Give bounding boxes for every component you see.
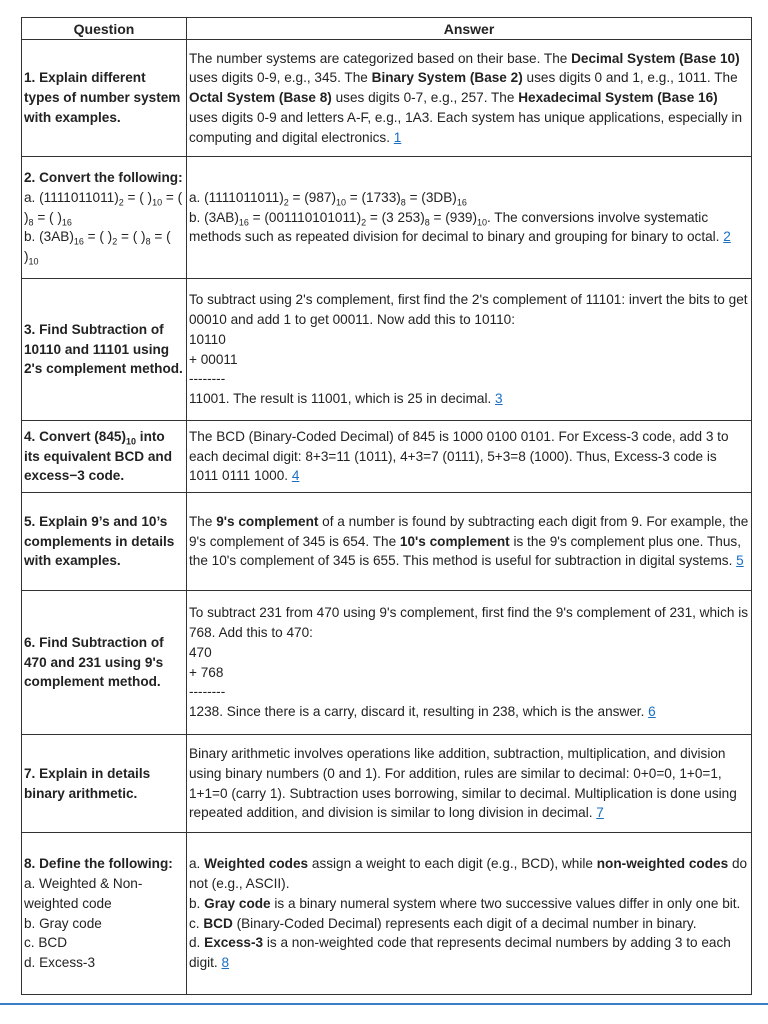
answer-cell <box>187 735 752 833</box>
answer-line: To subtract 231 from 470 using 9's complement, first find the 9's complement of 231, which is 768. Add this to 470: <box>189 605 749 641</box>
answer-line: c. BCD (Binary-Coded Decimal) represents each digit of a decimal number in binary. <box>189 915 697 931</box>
table-row <box>22 40 752 157</box>
answer-line: b. Gray code is a binary numeral system where two successive values differ in only one bit. <box>189 895 741 911</box>
answer-line: -------- <box>189 684 226 700</box>
answer-bold: Hexadecimal System (Base 16) <box>518 90 718 106</box>
table-row <box>22 735 752 833</box>
question-cell <box>22 833 187 995</box>
answer-text: uses digits 0-9 and letters A-F, e.g., 1A3. Each system has unique applications, especially in computing and digital electronics. <box>189 109 743 145</box>
qa-table <box>21 17 752 995</box>
question-cell <box>22 735 187 833</box>
answer-bold: 10's complement <box>399 533 510 549</box>
answer-line: 10110 <box>189 331 226 347</box>
answer-text: The BCD (Binary-Coded Decimal) of 845 is 1000 0100 0101. For Excess-3 code, add 3 to each decimal digit: 8+3=11 (1011), 4+3=7 (0111), 5+3=8 (1000). Thus, Excess-3 code is 1011 0111 1000. <box>189 428 729 484</box>
question-cell <box>22 493 187 591</box>
header-row <box>22 18 752 40</box>
table-row <box>22 833 752 995</box>
table-row <box>22 591 752 735</box>
reference-link[interactable]: 7 <box>596 805 604 821</box>
reference-link[interactable]: 8 <box>221 954 230 970</box>
question-text: 6. Find Subtraction of 470 and 231 using 9's complement method. <box>24 634 164 690</box>
answer-line: To subtract using 2's complement, first find the 2's complement of 11101: invert the bits to get 00010 and add 1 to get 00011. Now add this to 10110: <box>189 292 748 328</box>
question-item: b. Gray code <box>24 915 102 931</box>
answer-cell <box>187 40 752 157</box>
answer-line: + 00011 <box>189 351 238 367</box>
answer-line: -------- <box>189 371 226 387</box>
answer-cell <box>187 421 752 493</box>
answer-bold: Binary System (Base 2) <box>371 70 523 86</box>
question-item: a. Weighted & Non-weighted code <box>24 876 143 911</box>
question-cell <box>22 40 187 157</box>
answer-header: Answer <box>187 18 752 40</box>
table-row <box>22 421 752 493</box>
answer-text: uses digits 0-9, e.g., 345. The <box>189 70 372 86</box>
reference-link[interactable]: 5 <box>736 553 744 569</box>
answer-line: d. Excess-3 is a non-weighted code that represents decimal numbers by adding 3 to each digit. <box>189 935 731 970</box>
answer-text: of a number is found by subtracting each digit from 9. For example, the 9's complement of 345 is 654. The <box>189 513 749 549</box>
table-row <box>22 157 752 279</box>
question-text: 4. Convert $(845)_{10}$ into its equivalent BCD and excess−3 code. <box>24 428 173 484</box>
question-item: c. BCD <box>24 935 68 951</box>
answer-line: a. $(1111011011)_2 = (987)_{10} = (1733)_8 = (3DB)_{16}$ <box>189 189 467 208</box>
bottom-rule <box>0 1003 768 1005</box>
reference-link[interactable]: 3 <box>495 390 503 406</box>
answer-text: uses digits 0-7, e.g., 257. The <box>331 90 519 106</box>
answer-cell <box>187 493 752 591</box>
answer-text: Binary arithmetic involves operations like addition, subtraction, multiplication, and division using binary numbers (0 and 1). For addition, rules are similar to decimal: 0+0=0, 1+0=1, 1+1=0 (carry 1). Subtraction uses borrowing, similar to decimal. Multiplication is done using repeated addition, and division is similar to long division in decimal. <box>189 746 737 821</box>
table-row <box>22 279 752 421</box>
reference-link[interactable]: 6 <box>648 703 656 719</box>
answer-cell <box>187 833 752 995</box>
question-text: 8. Define the following: <box>24 856 173 872</box>
question-cell <box>22 279 187 421</box>
answer-text: uses digits 0 and 1, e.g., 1011. The <box>522 70 738 86</box>
answer-line: 1238. Since there is a carry, discard it, resulting in 238, which is the answer. <box>189 703 649 719</box>
answer-text: The number systems are categorized based on their base. The <box>189 50 572 66</box>
answer-line: b. $(3AB)_{16} = (001110101011)_2 = (3$ $253)_8 = (939)_{10}$. The conversions involve systematic methods such as repeated division for decimal to binary and grouping for binary to octal. <box>189 209 724 245</box>
reference-link[interactable]: 2 <box>723 229 731 245</box>
answer-cell <box>187 279 752 421</box>
question-item: d. Excess-3 <box>24 954 96 970</box>
answer-line: 470 <box>189 644 212 660</box>
answer-bold: 9's complement <box>216 513 319 529</box>
reference-link[interactable]: 1 <box>393 129 402 145</box>
question-cell <box>22 591 187 735</box>
reference-link[interactable]: 4 <box>291 468 300 484</box>
table-row <box>22 493 752 591</box>
question-text: 5. Explain 9’s and 10’s complements in details with examples. <box>24 513 175 569</box>
answer-line: a. Weighted codes assign a weight to each digit (e.g., BCD), while non-weighted codes do not (e.g., ASCII). <box>189 856 748 892</box>
answer-text: is the 9's complement plus one. Thus, the 10's complement of 345 is 655. This method is useful for subtraction in digital systems. <box>189 533 741 569</box>
answer-bold: Decimal System (Base 10) <box>571 50 740 66</box>
question-text: 3. Find Subtraction of 10110 and 11101 using 2's complement method. <box>24 321 183 377</box>
question-header: Question <box>22 18 187 40</box>
question-text: 7. Explain in details binary arithmetic. <box>24 765 151 801</box>
answer-line: + 768 <box>189 664 224 680</box>
question-cell <box>22 157 187 279</box>
answer-cell <box>187 157 752 279</box>
answer-line: 11001. The result is 11001, which is 25 in decimal. <box>189 390 496 406</box>
answer-bold: Octal System (Base 8) <box>189 90 332 106</box>
answer-cell <box>187 591 752 735</box>
question-text: 2. Convert the following: <box>24 170 183 186</box>
answer-text: The <box>189 513 217 529</box>
question-item: b. $(3AB)_{16}$ = ( )$_2$ = ( )$_8$ = ( )$_{10}$ <box>24 229 171 267</box>
question-cell <box>22 421 187 493</box>
question-item: a. $(1111011011)_2$ = ( )$_{10}$ = ( )$_8$ = ( )$_{16}$ <box>24 189 183 228</box>
question-text: 1. Explain different types of number system with examples. <box>24 70 181 125</box>
